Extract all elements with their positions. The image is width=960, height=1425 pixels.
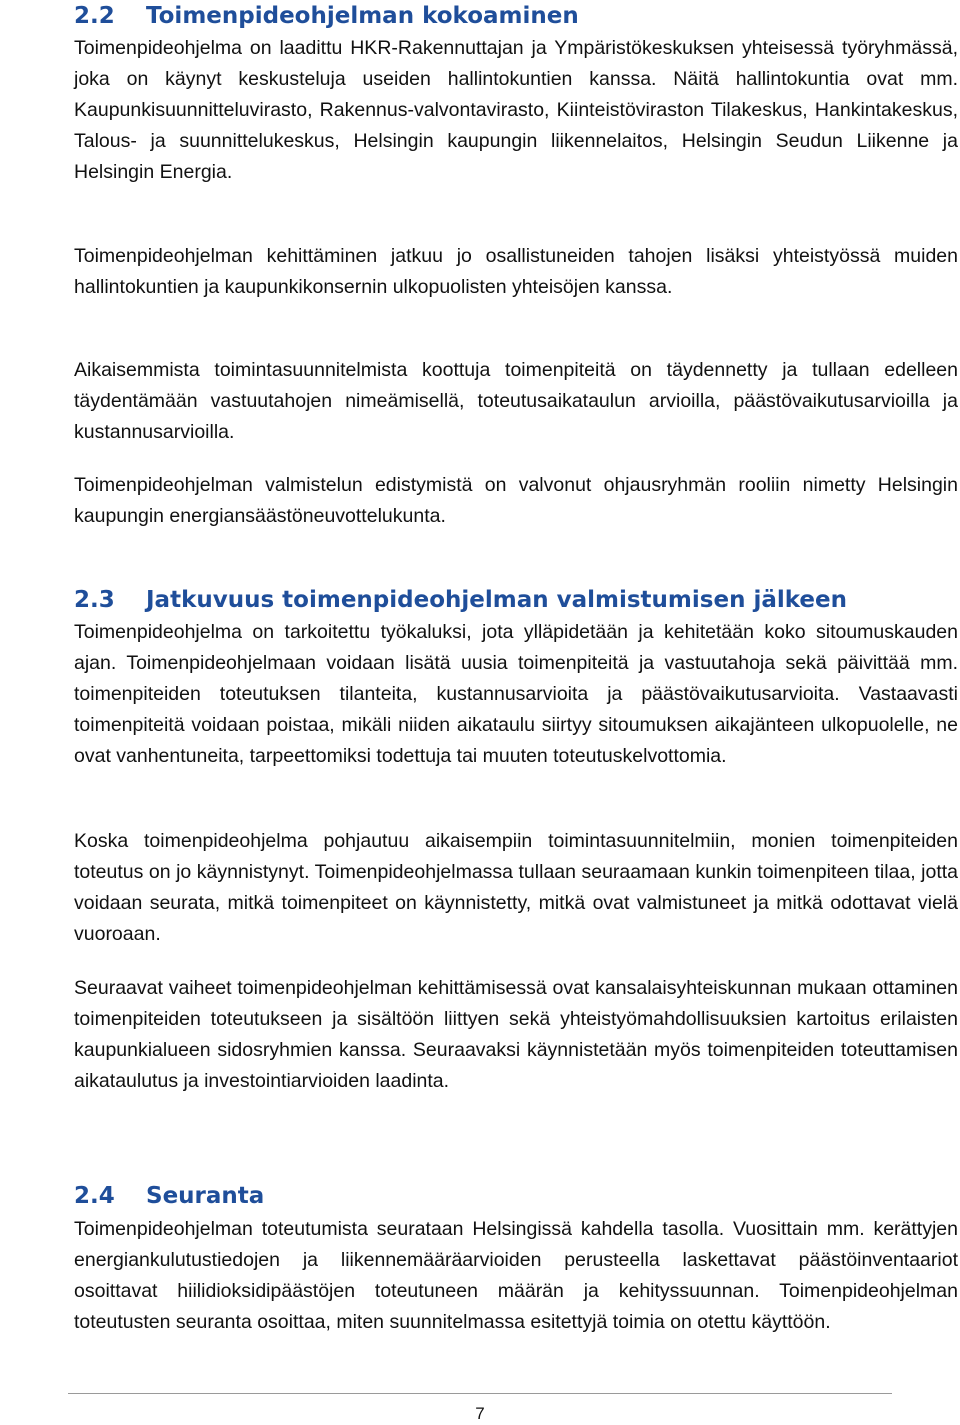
paragraph: Koska toimenpideohjelma pohjautuu aikaisempiin toimintasuunnitelmiin, monien toimenpiteiden toteutus on jo käynnistynyt. Toimenpideohjelmassa tullaan seuraamaan kunkin toimenpiteen tilaa, jotta voidaan seurata, mitkä toimenpiteet on käynnistetty, mitkä ovat valmistuneet ja mitkä odottavat vielä vuoroaan. — [74, 830, 958, 945]
section-number: 2.3 — [74, 587, 115, 613]
section-heading — [74, 2, 579, 30]
paragraph: Toimenpideohjelma on laadittu HKR-Rakennuttajan ja Ympäristökeskuksen yhteisessä työryhmässä, joka on käynyt keskusteluja useiden hallintokuntien kanssa. Näitä hallintokuntia ovat mm. Kaupunkisuunnitteluvirasto, Rakennus-valvontavirasto, Kiinteistöviraston Tilakeskus, Hankintakeskus, Talous- ja suunnittelukeskus, Helsingin kaupungin liikennelaitos, Helsingin Seudun Liikenne ja Helsingin Energia. — [74, 37, 958, 183]
section-number: 2.2 — [74, 3, 115, 29]
section-heading — [74, 1182, 264, 1210]
section-title: Jatkuvuus toimenpideohjelman valmistumisen jälkeen — [146, 587, 847, 613]
section-title: Toimenpideohjelman kokoaminen — [146, 3, 579, 29]
page-number: 7 — [475, 1404, 485, 1423]
paragraph: Toimenpideohjelman kehittäminen jatkuu jo osallistuneiden tahojen lisäksi yhteistyössä muiden hallintokuntien ja kaupunkikonsernin ulkopuolisten yhteisöjen kanssa. — [74, 245, 958, 298]
paragraph: Seuraavat vaiheet toimenpideohjelman kehittämisessä ovat kansalaisyhteiskunnan mukaan ottaminen toimenpiteiden toteutukseen ja sisältöön liittyen sekä yhteistyömahdollisuuksien kartoitus erilaisten kaupunkialueen sidosryhmien kanssa. Seuraavaksi käynnistetään myös toimenpiteiden toteuttamisen aikataulutus ja investointiarvioiden laadinta. — [74, 977, 958, 1092]
section-title: Seuranta — [146, 1183, 265, 1209]
paragraph: Toimenpideohjelma on tarkoitettu työkaluksi, jota ylläpidetään ja kehitetään koko sitoumuskauden ajan. Toimenpideohjelmaan voidaan lisätä uusia toimenpiteitä ja vastuutahoja sekä päivittää mm. toimenpiteiden toteutuksen tilanteita, kustannusarvioita ja päästövaikutusarvioita. Vastaavasti toimenpiteitä voidaan poistaa, mikäli niiden aikataulu siirtyy sitoumuksen aikajänteen ulkopuolelle, ne ovat vanhentuneita, tarpeettomiksi todettuja tai muuten toteutuskelvottomia. — [74, 621, 958, 767]
section-heading — [74, 586, 847, 614]
paragraph: Toimenpideohjelman toteutumista seurataan Helsingissä kahdella tasolla. Vuosittain mm. kerättyjen energiankulutustiedojen ja liikennemääräarvioiden perusteella laskettavat päästöinventaariot osoittavat hiilidioksidipäästöjen toteutuneen määrän ja kehityssuunnan. Toimenpideohjelman toteutusten seuranta osoittaa, miten suunnitelmassa esitettyjä toimia on otettu käyttöön. — [74, 1218, 958, 1333]
footer-divider — [68, 1393, 892, 1394]
section-number: 2.4 — [74, 1183, 115, 1209]
paragraph: Aikaisemmista toimintasuunnitelmista koottuja toimenpiteitä on täydennetty ja tullaan edelleen täydentämään vastuutahojen nimeämisellä, toteutusaikataulun arvioilla, päästövaikutusarvioilla ja kustannusarvioilla. — [74, 359, 958, 443]
paragraph: Toimenpideohjelman valmistelun edistymistä on valvonut ohjausryhmän rooliin nimetty Helsingin kaupungin energiansäästöneuvottelukunta. — [74, 474, 958, 527]
